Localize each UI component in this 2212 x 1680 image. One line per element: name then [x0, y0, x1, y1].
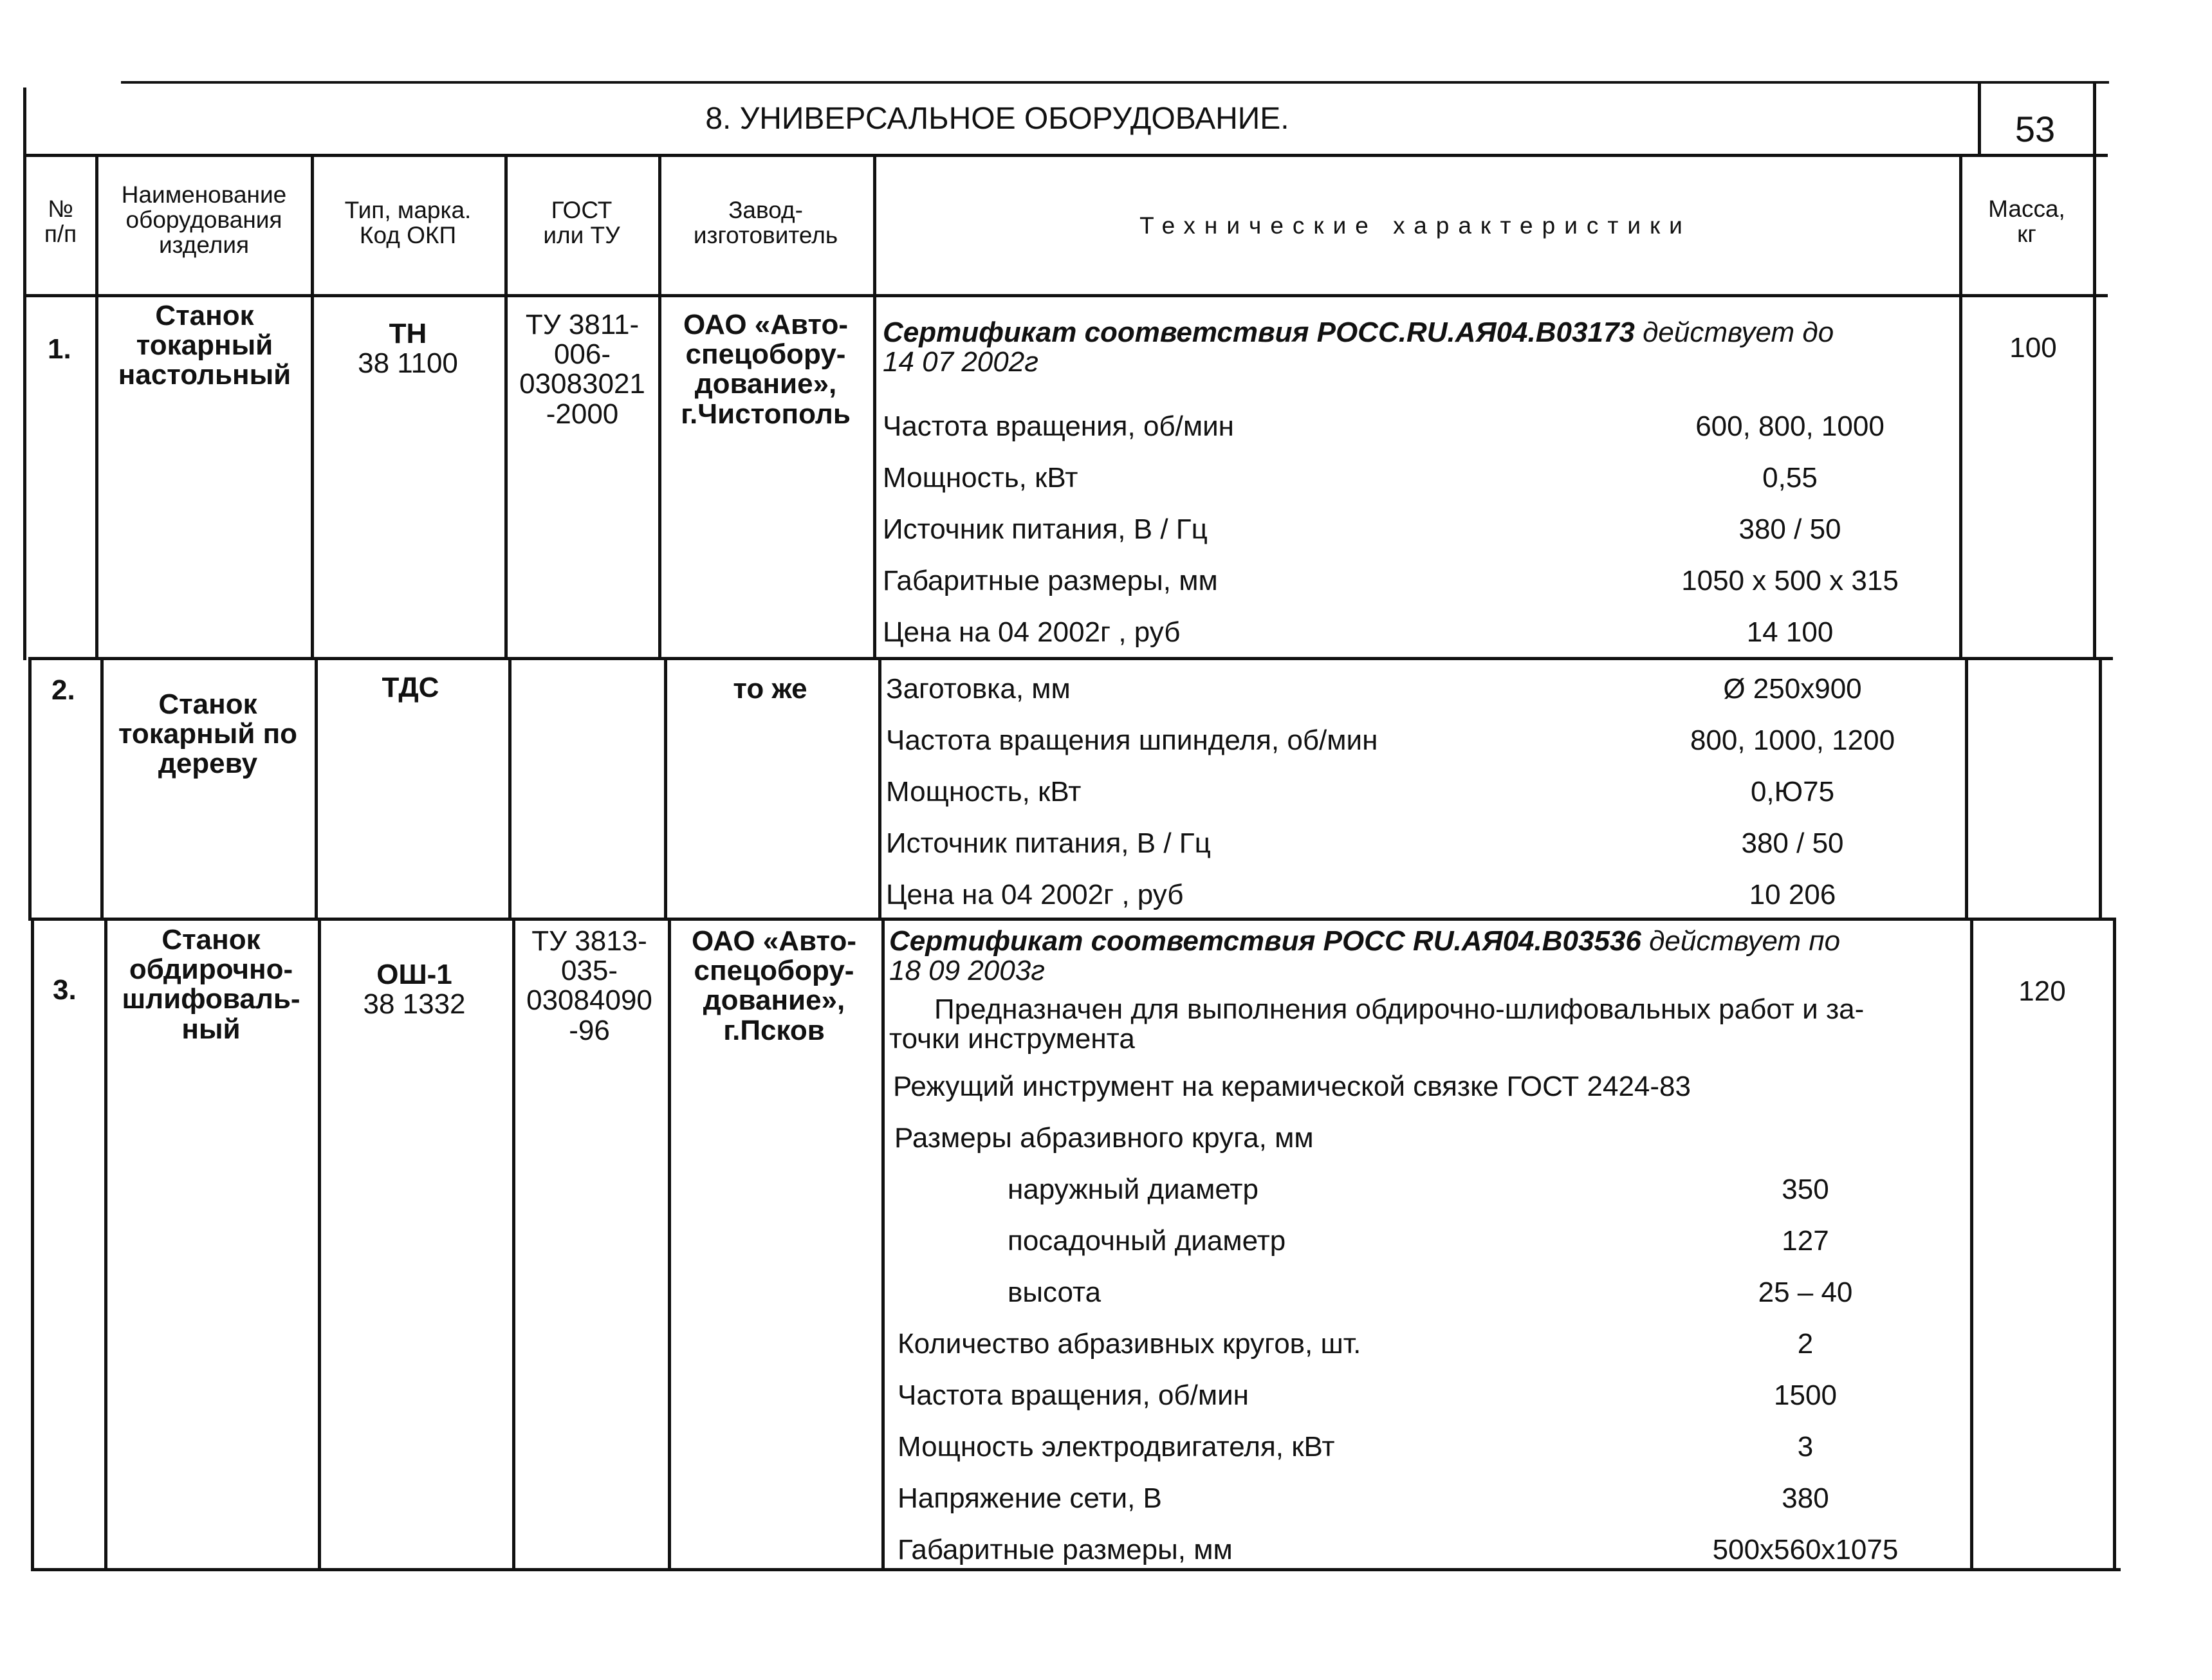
rule-col3: [512, 918, 515, 1571]
row1-spec-value: 600, 800, 1000: [1695, 411, 1885, 442]
page-number: 53: [2014, 109, 2056, 149]
row3-spec-value: 127: [1782, 1225, 1829, 1257]
rule-col1: [104, 918, 107, 1571]
row1-type: ТН 38 1100: [358, 318, 458, 380]
row2-spec-value: 380 / 50: [1741, 827, 1844, 859]
row1-name: Станок токарный настольный: [118, 300, 291, 391]
rule-col4: [664, 657, 667, 921]
rule-row1-bottom: [28, 657, 2113, 660]
col-header-name: Наименование оборудования изделия: [121, 181, 287, 258]
row3-spec-label: Количество абразивных кругов, шт.: [898, 1328, 1361, 1360]
rule-col4: [668, 918, 671, 1571]
row3-spec-value: 1500: [1774, 1380, 1837, 1411]
row2-type: ТДС: [382, 672, 439, 703]
col-header-type: Тип, марка. Код ОКП: [344, 197, 472, 248]
rule-title-bottom: [23, 154, 2108, 157]
rule-col2: [311, 157, 314, 660]
row1-spec-value: 14 100: [1746, 616, 1834, 648]
rule-right-a: [2093, 157, 2096, 660]
rule-col3: [504, 157, 508, 660]
row3-spec-label: Габаритные размеры, мм: [898, 1534, 1233, 1565]
row2-name: Станок токарный по дереву: [118, 688, 298, 780]
rule-col2: [315, 657, 318, 921]
row3-spec-label: Мощность электродвигателя, кВт: [898, 1431, 1335, 1463]
row3-spec-value: 3: [1797, 1431, 1814, 1463]
rule-page-sep: [1978, 81, 1981, 157]
row1-certificate: Сертификат соответствия РОСС.RU.АЯ04.В03173 действует до 14 07 2002г: [883, 317, 1834, 378]
col-header-num: № п/п: [44, 196, 77, 247]
row1-spec-label: Частота вращения, об/мин: [883, 411, 1234, 442]
col-header-specs: Технические характеристики: [1139, 212, 1691, 239]
row1-mass: 100: [2009, 332, 2057, 364]
row3-name: Станок обдирочно- шлифоваль- ный: [122, 924, 300, 1045]
rule-col1: [95, 157, 98, 660]
row2-spec-label: Мощность, кВт: [886, 776, 1082, 808]
row2-spec-value: 0,Ю75: [1750, 776, 1835, 808]
rule-top: [121, 81, 2109, 84]
rule-col1: [100, 657, 104, 921]
col-header-maker: Завод- изготовитель: [693, 197, 838, 248]
row2-spec-label: Источник питания, В / Гц: [886, 827, 1211, 859]
row1-spec-value: 0,55: [1762, 462, 1818, 494]
rule-right-b: [2099, 657, 2102, 921]
row1-number: 1.: [48, 333, 71, 365]
rule-col4: [658, 157, 661, 660]
rule-header-bottom: [23, 294, 2108, 297]
row2-spec-label: Заготовка, мм: [886, 673, 1071, 705]
row3-spec-label: наружный диаметр: [1008, 1174, 1259, 1205]
row3-spec-label: Частота вращения, об/мин: [898, 1380, 1249, 1411]
section-title: 8. УНИВЕРСАЛЬНОЕ ОБОРУДОВАНИЕ.: [705, 102, 1289, 136]
row2-spec-value: 800, 1000, 1200: [1690, 725, 1895, 756]
rule-col5: [873, 157, 876, 660]
row3-spec-value: 500x560x1075: [1712, 1534, 1899, 1565]
row3-wheel-header: Размеры абразивного круга, мм: [894, 1122, 1314, 1154]
rule-right-title: [2093, 81, 2096, 157]
rule-bottom: [32, 1568, 2121, 1571]
row3-spec-value: 25 – 40: [1758, 1277, 1853, 1308]
row3-number: 3.: [53, 974, 77, 1006]
row1-gost: ТУ 3811- 006- 03083021 -2000: [519, 309, 645, 430]
row3-tool: Режущий инструмент на керамической связке ГОСТ 2424-83: [893, 1071, 1691, 1102]
rule-col6: [1959, 157, 1962, 660]
row3-spec-value: 380: [1782, 1482, 1829, 1514]
rule-col3: [508, 657, 512, 921]
row3-spec-label: Напряжение сети, В: [898, 1482, 1162, 1514]
row1-spec-label: Габаритные размеры, мм: [883, 565, 1218, 596]
row3-type: ОШ-1 38 1332: [363, 959, 466, 1020]
row3-spec-value: 2: [1797, 1328, 1814, 1360]
rule-left-bottom: [31, 918, 34, 1571]
col-header-mass: Масса, кг: [1988, 196, 2065, 247]
row1-maker: ОАО «Авто- спецобору- дование», г.Чистополь: [681, 309, 851, 430]
row2-spec-label: Частота вращения шпинделя, об/мин: [886, 725, 1378, 756]
row1-spec-label: Источник питания, В / Гц: [883, 513, 1208, 545]
row1-spec-label: Цена на 04 2002г , руб: [883, 616, 1181, 648]
rule-col5: [878, 657, 881, 921]
row3-spec-label: посадочный диаметр: [1008, 1225, 1286, 1257]
rule-left-mid: [28, 657, 32, 921]
row3-mass: 120: [2018, 975, 2066, 1007]
row3-spec-label: высота: [1008, 1277, 1101, 1308]
row2-number: 2.: [51, 674, 75, 706]
rule-col6: [1970, 918, 1973, 1571]
col-header-gost: ГОСТ или ТУ: [543, 197, 620, 248]
row2-spec-value: 10 206: [1749, 879, 1836, 910]
row1-spec-value: 1050 x 500 x 315: [1681, 565, 1899, 596]
rule-col5: [881, 918, 885, 1571]
rule-right-c: [2113, 918, 2116, 1571]
row2-maker: то же: [733, 673, 807, 705]
row2-spec-label: Цена на 04 2002г , руб: [886, 879, 1184, 910]
row3-maker: ОАО «Авто- спецобору- дование», г.Псков: [692, 925, 856, 1046]
row2-spec-value: Ø 250x900: [1723, 673, 1862, 705]
rule-left-top: [23, 88, 26, 660]
rule-col6: [1965, 657, 1968, 921]
row3-gost: ТУ 3813- 035- 03084090 -96: [526, 925, 652, 1046]
rule-col2: [318, 918, 321, 1571]
row3-purpose: Предназначен для выполнения обдирочно-шлифовальных работ и за- точки инструмента: [889, 993, 1865, 1055]
rule-row2-bottom: [31, 918, 2115, 921]
row1-spec-label: Мощность, кВт: [883, 462, 1078, 494]
row3-certificate: Сертификат соответствия РОСС RU.АЯ04.В03536 действует по 18 09 2003г: [889, 925, 1841, 987]
row3-spec-value: 350: [1782, 1174, 1829, 1205]
row1-spec-value: 380 / 50: [1738, 513, 1841, 545]
